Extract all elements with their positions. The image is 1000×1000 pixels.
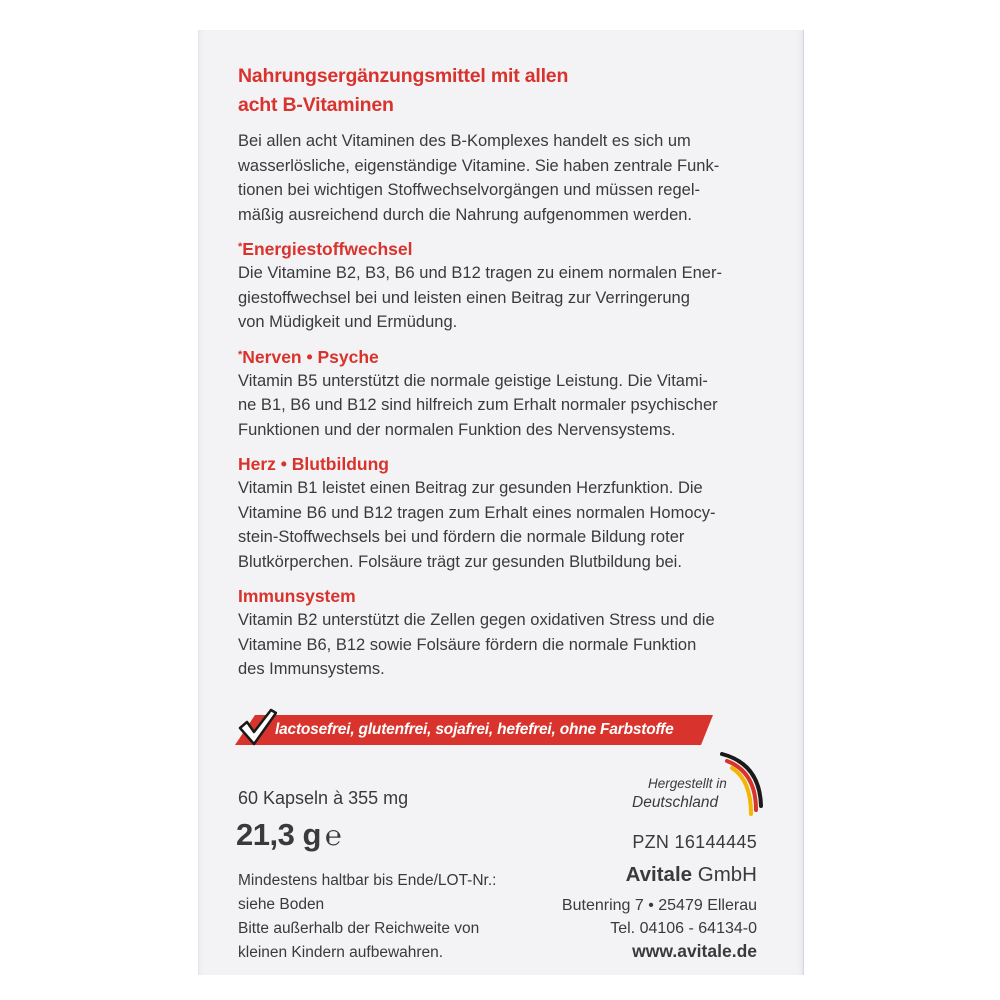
section-text-energiestoffwechsel	[238, 261, 758, 335]
company-phone: Tel. 04106 - 64134-0	[610, 920, 757, 937]
company-website: www.avitale.de	[632, 941, 757, 961]
free-from-text: lactosefrei, glutenfrei, sojafrei, hefefrei, ohne Farbstoffe	[275, 721, 674, 738]
section-title-energiestoffwechsel: *Energiestoffwechsel	[238, 239, 413, 259]
section-line: stein-Stoffwechsels bei und fördern die normale Bildung roter	[238, 528, 685, 546]
section-text-herz-blutbildung	[238, 476, 758, 574]
note-line: siehe Boden	[238, 896, 325, 913]
headline	[238, 62, 758, 120]
section-text-nerven-psyche	[238, 369, 758, 443]
section-line: Vitamin B5 unterstützt die normale geistige Leistung. Die Vitami-	[238, 371, 708, 390]
footnote-star: *	[238, 241, 243, 253]
section-line: Vitamin B1 leistet einen Beitrag zur gesunden Herzfunktion. Die	[238, 479, 703, 497]
section-line: ne B1, B6 und B12 sind hilfreich zum Erhalt normaler psychischer	[238, 396, 718, 414]
section-line: Vitamine B6, B12 sowie Folsäure fördern die normale Funktion	[238, 635, 697, 654]
company-address: Butenring 7 • 25479 Ellerau	[561, 897, 757, 914]
section-line: giestoffwechsel bei und leisten einen Beitrag zur Verringerung	[238, 288, 690, 307]
made-in-label: Hergestellt in	[648, 776, 727, 791]
note-line: kleinen Kindern aufbewahren.	[238, 944, 444, 961]
section-line: Blutkörperchen. Folsäure trägt zur gesunden Blutbildung bei.	[238, 552, 682, 571]
section-line: Vitamine B6 und B12 tragen zum Erhalt eines normalen Homocy-	[238, 503, 716, 522]
estimated-sign-icon: ℮	[324, 820, 342, 851]
section-line: Die Vitamine B2, B3, B6 und B12 tragen zu einem normalen Ener-	[238, 264, 722, 282]
section-title-nerven-psyche: *Nerven • Psyche	[238, 346, 379, 367]
intro-line: Bei allen acht Vitaminen des B-Komplexes handelt es sich um	[238, 132, 691, 150]
capsule-count: 60 Kapseln à 355 mg	[238, 788, 409, 808]
intro-paragraph	[238, 129, 758, 227]
note-line: Mindestens haltbar bis Ende/LOT-Nr.:	[238, 872, 497, 889]
check-icon	[237, 708, 277, 748]
section-text-immunsystem	[238, 608, 758, 682]
section-title-herz-blutbildung: Herz • Blutbildung	[238, 454, 389, 474]
section-line: von Müdigkeit und Ermüdung.	[238, 313, 458, 331]
section-title-immunsystem: Immunsystem	[238, 586, 356, 606]
section-line: Funktionen und der normalen Funktion des Nervensystems.	[238, 420, 676, 439]
headline-line-2: acht B-Vitaminen	[238, 94, 394, 116]
intro-line: wasserlösliche, eigenständige Vitamine. Sie haben zentrale Funk-	[238, 156, 720, 175]
intro-line: mäßig ausreichend durch die Nahrung aufgenommen werden.	[238, 205, 693, 224]
pzn-number: PZN 16144445	[632, 832, 757, 852]
company-name: Avitale GmbH	[625, 863, 757, 886]
made-in-country: Deutschland	[632, 794, 719, 811]
main-text	[238, 62, 758, 682]
section-line: Vitamin B2 unterstützt die Zellen gegen oxidativen Stress und die	[238, 611, 715, 629]
made-in-germany-badge	[628, 752, 768, 822]
footnote-star: *	[238, 348, 243, 361]
section-line: des Immunsystems.	[238, 660, 385, 678]
free-from-badge	[233, 714, 715, 746]
note-line: Bitte außerhalb der Reichweite von	[238, 920, 480, 937]
headline-line-1: Nahrungsergänzungsmittel mit allen	[238, 65, 569, 87]
intro-line: tionen bei wichtigen Stoffwechselvorgängen und müssen regel-	[238, 181, 700, 199]
net-weight: 21,3 g ℮	[236, 817, 342, 852]
storage-notes	[238, 869, 538, 965]
